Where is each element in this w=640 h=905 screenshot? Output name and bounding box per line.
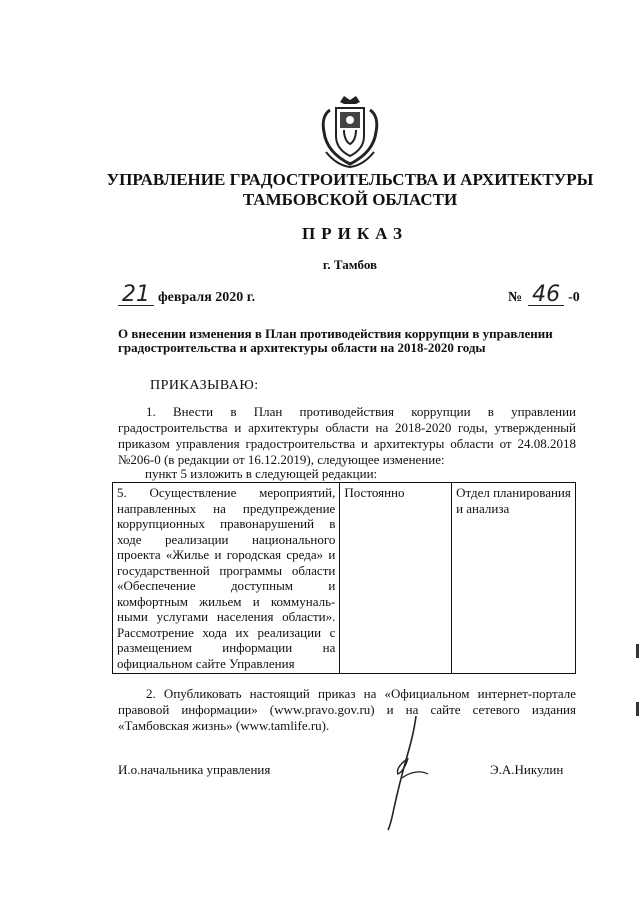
signer-name: Э.А.Никулин — [490, 762, 564, 777]
paragraph-1: 1. Внести в План противодействия коррупции в управлении градостроительства и архитектуры области на 2018-2020 годы, утвержденный приказом управления градостроительства и архитектуры области от 24.08.2018 №206-0 (в редакции от 16.12.2019), следующее изменение: — [118, 404, 576, 467]
decree-word: ПРИКАЗЫВАЮ: — [150, 378, 259, 393]
punkt-intro: пункт 5 изложить в следующей редакции: — [145, 466, 378, 481]
plan-table — [112, 482, 576, 674]
org-line-2: ТАМБОВСКОЙ ОБЛАСТИ — [242, 190, 458, 209]
date-day-handwritten: 21 — [118, 285, 154, 306]
city: г. Тамбов — [322, 257, 378, 272]
order-date — [118, 282, 256, 307]
date-month-year: февраля 2020 г. — [158, 290, 256, 305]
order-subject: О внесении изменения в План противодействия коррупции в управлении градостроительства и архитектуры области на 2018-2020 годы — [118, 326, 553, 355]
signer-position: И.о.начальника управления — [118, 762, 271, 777]
term-cell: Постоянно — [340, 483, 452, 674]
number-suffix: -0 — [568, 290, 580, 305]
responsible-cell: Отдел планирования и анализа — [452, 483, 576, 674]
number-handwritten: 46 — [528, 285, 564, 306]
order-number — [508, 282, 580, 307]
coat-of-arms-emblem — [318, 92, 382, 168]
organization-name — [100, 170, 600, 210]
org-line-1: УПРАВЛЕНИЕ ГРАДОСТРОИТЕЛЬСТВА И АРХИТЕКТУРЫ — [106, 170, 594, 189]
order-title: ПРИКАЗ — [302, 224, 408, 243]
table-row — [113, 483, 576, 674]
measure-cell: 5. Осуществление мероприятий, направленных на предупреждение коррупционных правонарушений в ходе реализации национального проекта «Жилье и городская среда» и государственной программы области «Обеспечение доступным и комфортным жильем и коммуналь-ными услугами населения области». Рассмотрение хода их реализации с размещением информации на официальном сайте Управления — [113, 483, 340, 674]
handwritten-signature — [380, 712, 440, 832]
paragraph-2: 2. Опубликовать настоящий приказ на «Официальном интернет-портале правовой информации» (www.pravo.gov.ru) и на сайте сетевого издания «Тамбовская жизнь» (www.tamlife.ru). — [118, 686, 576, 733]
number-prefix: № — [508, 290, 523, 305]
scan-edge-mark — [630, 640, 640, 720]
